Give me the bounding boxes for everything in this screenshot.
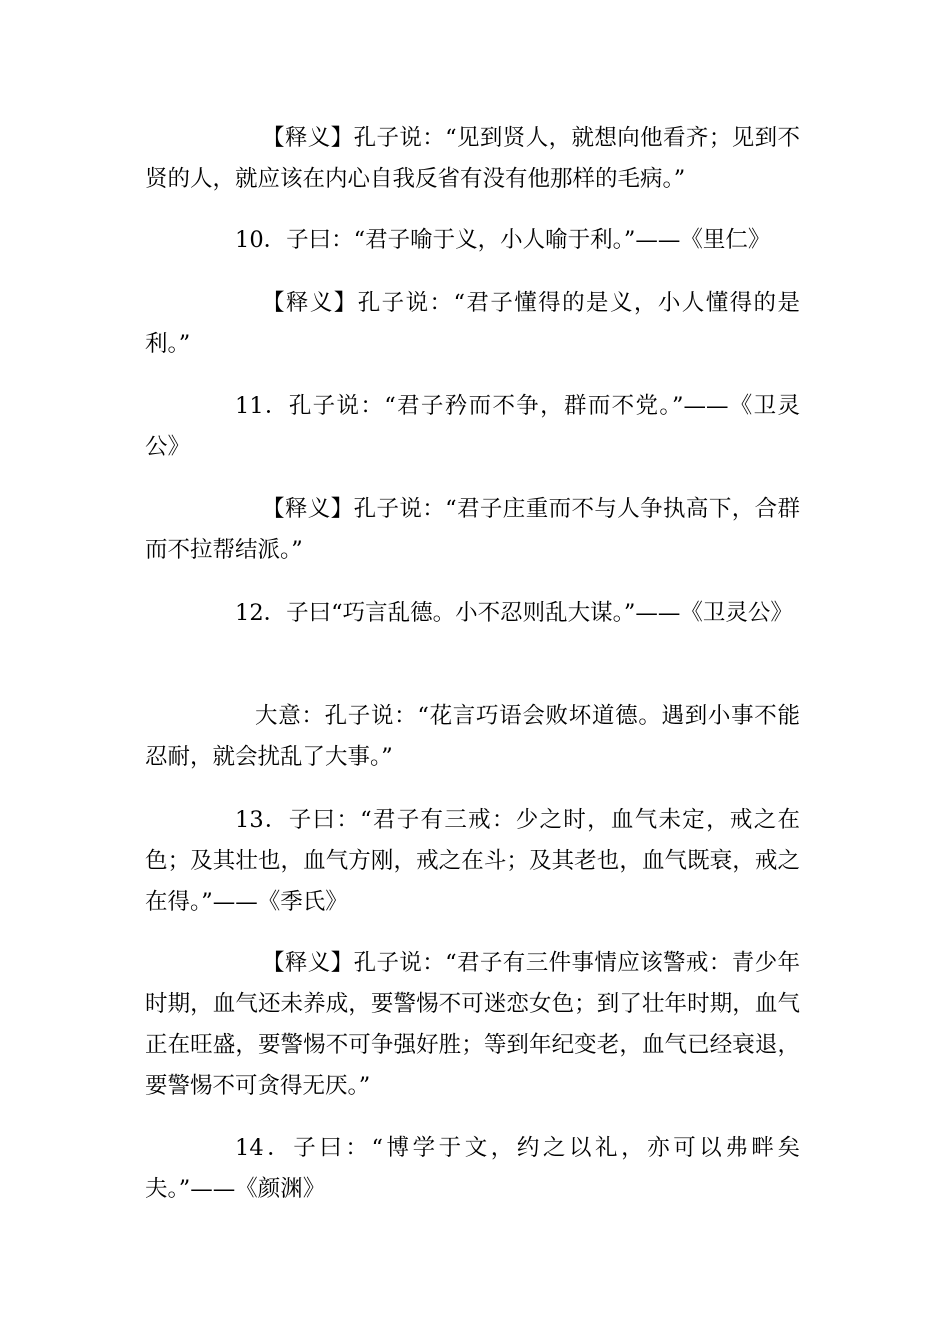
paragraph-quote-11: 11．孔子说：“君子矜而不争，群而不党。”——《卫灵公》 [145,393,800,460]
paragraph-quote-10: 10．子曰：“君子喻于义，小人喻于利。”——《里仁》 [235,227,771,253]
paragraph-meaning-12: 大意：孔子说：“花言巧语会败坏道德。遇到小事不能忍耐，就会扰乱了大事。” [145,703,800,770]
paragraph-quote-13: 13．子曰：“君子有三戒：少之时，血气未定，戒之在色；及其壮也，血气方刚，戒之在斗；及其老也，血气既衰，戒之在得。”——《季氏》 [145,807,800,915]
paragraph-quote-12: 12．子曰“巧言乱德。小不忍则乱大谋。”——《卫灵公》 [235,600,793,626]
paragraph-explanation-13: 【释义】孔子说：“君子有三件事情应该警戒：青少年时期，血气还未养成，要警惕不可迷恋女色；到了壮年时期，血气正在旺盛，要警惕不可争强好胜；等到年纪变老，血气已经衰退，要警惕不可贪得无厌。” [145,950,800,1099]
paragraph-explanation-10: 【释义】孔子说：“君子懂得的是义，小人懂得的是利。” [145,290,800,357]
paragraph-quote-14: 14．子曰：“博学于文，约之以礼，亦可以弗畔矣夫。”——《颜渊》 [145,1135,800,1202]
paragraph-explanation-9: 【释义】孔子说：“见到贤人，就想向他看齐；见到不贤的人，就应该在内心自我反省有没有他那样的毛病。” [145,125,800,192]
paragraph-explanation-11: 【释义】孔子说：“君子庄重而不与人争执高下，合群而不拉帮结派。” [145,496,800,563]
